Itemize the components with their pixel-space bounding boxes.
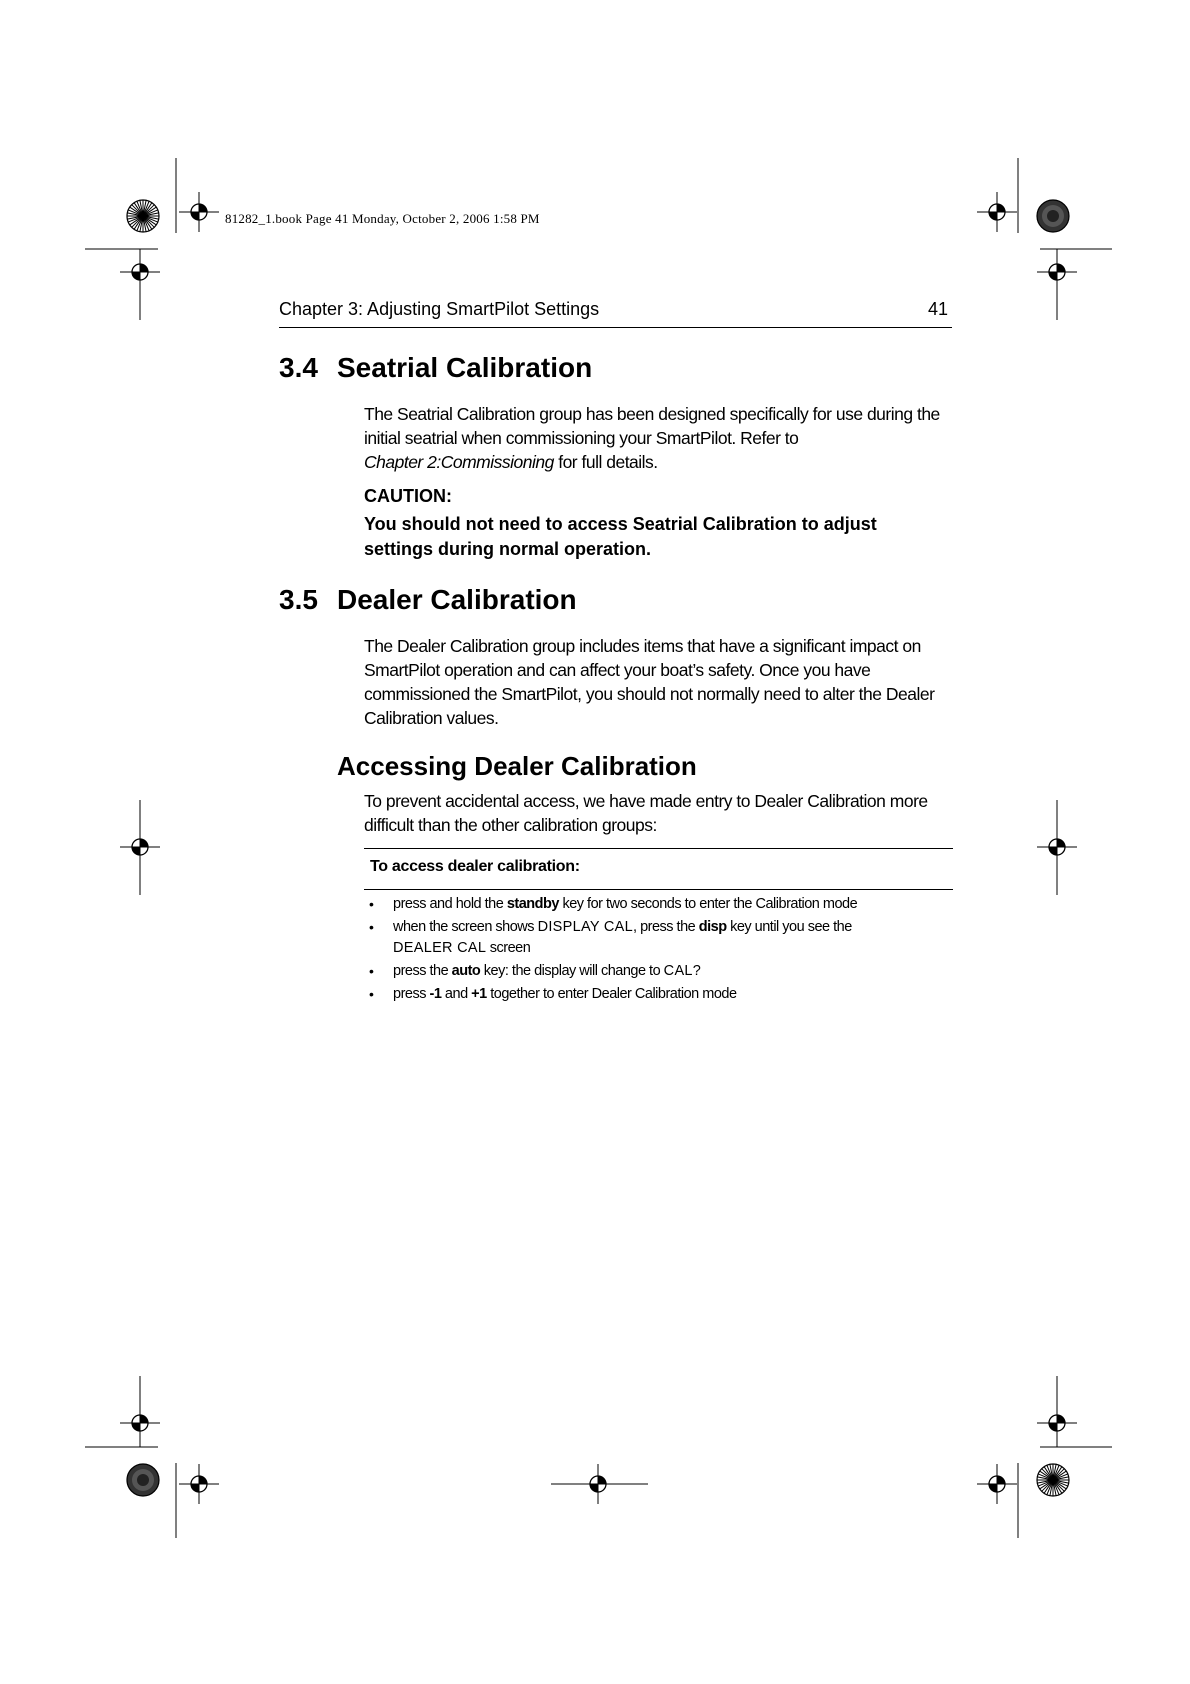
section-title: Seatrial Calibration	[337, 352, 593, 383]
subsection-heading: Accessing Dealer Calibration	[337, 751, 697, 781]
paragraph-line: initial seatrial when commissioning your SmartPilot. Refer to	[364, 428, 799, 448]
display-text: DEALER CAL	[393, 940, 487, 956]
display-text: DISPLAY CAL	[537, 919, 634, 935]
step-text: key for two seconds to enter the Calibration mode	[558, 896, 858, 912]
paragraph-line: The Seatrial Calibration group has been designed specifically for use during the	[364, 404, 940, 424]
running-header	[279, 299, 952, 328]
key-name: -1	[429, 986, 442, 1002]
key-name: standby	[506, 896, 559, 912]
display-text: CAL?	[663, 963, 702, 979]
step-text: key: the display will change to	[480, 963, 664, 979]
procedure-header	[364, 848, 953, 890]
page-number: 41	[927, 299, 948, 319]
section-number: 3.5	[279, 584, 318, 615]
step-text: key until you see the	[726, 919, 852, 935]
key-name: disp	[698, 919, 727, 935]
procedure-steps	[364, 894, 924, 1007]
step-text: together to enter Dealer Calibration mode	[486, 986, 737, 1002]
section-title: Dealer Calibration	[337, 584, 577, 615]
step-text: , press the	[633, 919, 699, 935]
step-text: press and hold the	[393, 896, 507, 912]
accessing-paragraph	[364, 789, 954, 837]
section-heading-3-5	[279, 584, 577, 616]
section-heading-3-4	[279, 352, 592, 384]
seatrial-paragraph	[364, 402, 954, 474]
step-text: press the	[393, 963, 452, 979]
cross-reference-link[interactable]: Chapter 2:Commissioning	[364, 452, 554, 472]
list-item	[364, 961, 924, 982]
procedure-title: To access dealer calibration:	[370, 858, 580, 875]
key-name: +1	[471, 986, 487, 1002]
step-text: when the screen shows	[393, 919, 538, 935]
paragraph-text: To prevent accidental access, we have made entry to Dealer Calibration more difficult than the other calibration groups:	[364, 791, 928, 835]
step-text: and	[441, 986, 472, 1002]
caution-label: CAUTION:	[364, 486, 452, 506]
list-item	[364, 984, 924, 1005]
paragraph-text: for full details.	[553, 452, 658, 472]
chapter-title: Chapter 3: Adjusting SmartPilot Settings	[279, 299, 600, 319]
section-number: 3.4	[279, 352, 318, 383]
step-text: screen	[486, 940, 531, 956]
dealer-paragraph	[364, 634, 954, 730]
caution-text: You should not need to access Seatrial Calibration to adjust settings during normal operation.	[364, 514, 877, 559]
step-text: press	[393, 986, 430, 1002]
paragraph-text: The Dealer Calibration group includes items that have a significant impact on SmartPilot operation and can affect your boat’s safety. Once you have commissioned the SmartPilot, you should not normally need to alter the Dealer Calibration values.	[364, 636, 935, 728]
paragraph-line	[364, 450, 954, 474]
key-name: auto	[451, 963, 481, 979]
list-item	[364, 894, 924, 915]
list-item	[364, 917, 924, 959]
print-slug: 81282_1.book Page 41 Monday, October 2, 2006 1:58 PM	[225, 211, 540, 226]
